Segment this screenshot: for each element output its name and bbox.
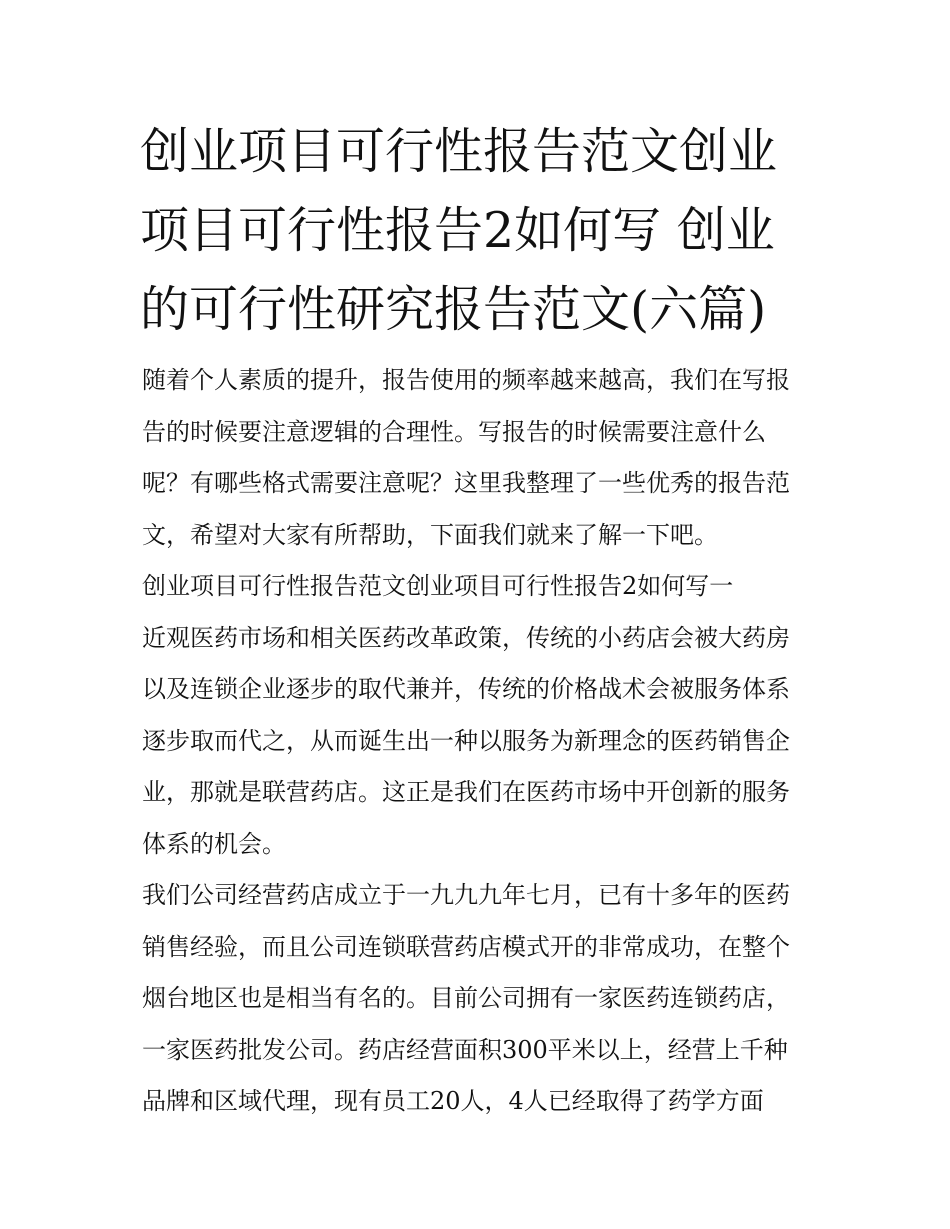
body-line: 呢？有哪些格式需要注意呢？这里我整理了一些优秀的报告范 [142,469,790,497]
title-line: 的可行性研究报告范文(六篇) [140,281,767,338]
body-line: 烟台地区也是相当有名的。目前公司拥有一家医药连锁药店， [142,984,790,1012]
body-line: 我们公司经营药店成立于一九九九年七月，已有十多年的医药 [142,881,790,909]
body-line: 逐步取而代之，从而诞生出一种以服务为新理念的医药销售企 [142,726,790,755]
document-title [140,112,820,349]
title-line: 创业项目可行性报告范文创业 [140,123,778,180]
title-line: 项目可行性报告2如何写 创业 [140,202,775,259]
body-line: 销售经验，而且公司连锁联营药店模式开的非常成功，在整个 [142,932,790,961]
body-line: 随着个人素质的提升，报告使用的频率越来越高，我们在写报 [142,366,790,394]
body-line: 以及连锁企业逐步的取代兼并，传统的价格战术会被服务体系 [142,675,790,703]
body-line: 一家医药批发公司。药店经营面积300平米以上，经营上千种 [142,1035,788,1064]
document-body [142,355,822,1128]
body-line: 告的时候要注意逻辑的合理性。写报告的时候需要注意什么 [142,417,766,446]
body-line: 文，希望对大家有所帮助，下面我们就来了解一下吧。 [142,520,718,549]
body-line: 体系的机会。 [142,829,286,858]
section-heading-line: 创业项目可行性报告范文创业项目可行性报告2如何写一 [142,572,734,600]
body-line: 业，那就是联营药店。这正是我们在医药市场中开创新的服务 [142,778,790,806]
body-line: 近观医药市场和相关医药改革政策，传统的小药店会被大药房 [142,623,790,652]
body-line: 品牌和区域代理，现有员工20人，4人已经取得了药学方面 [142,1087,764,1115]
